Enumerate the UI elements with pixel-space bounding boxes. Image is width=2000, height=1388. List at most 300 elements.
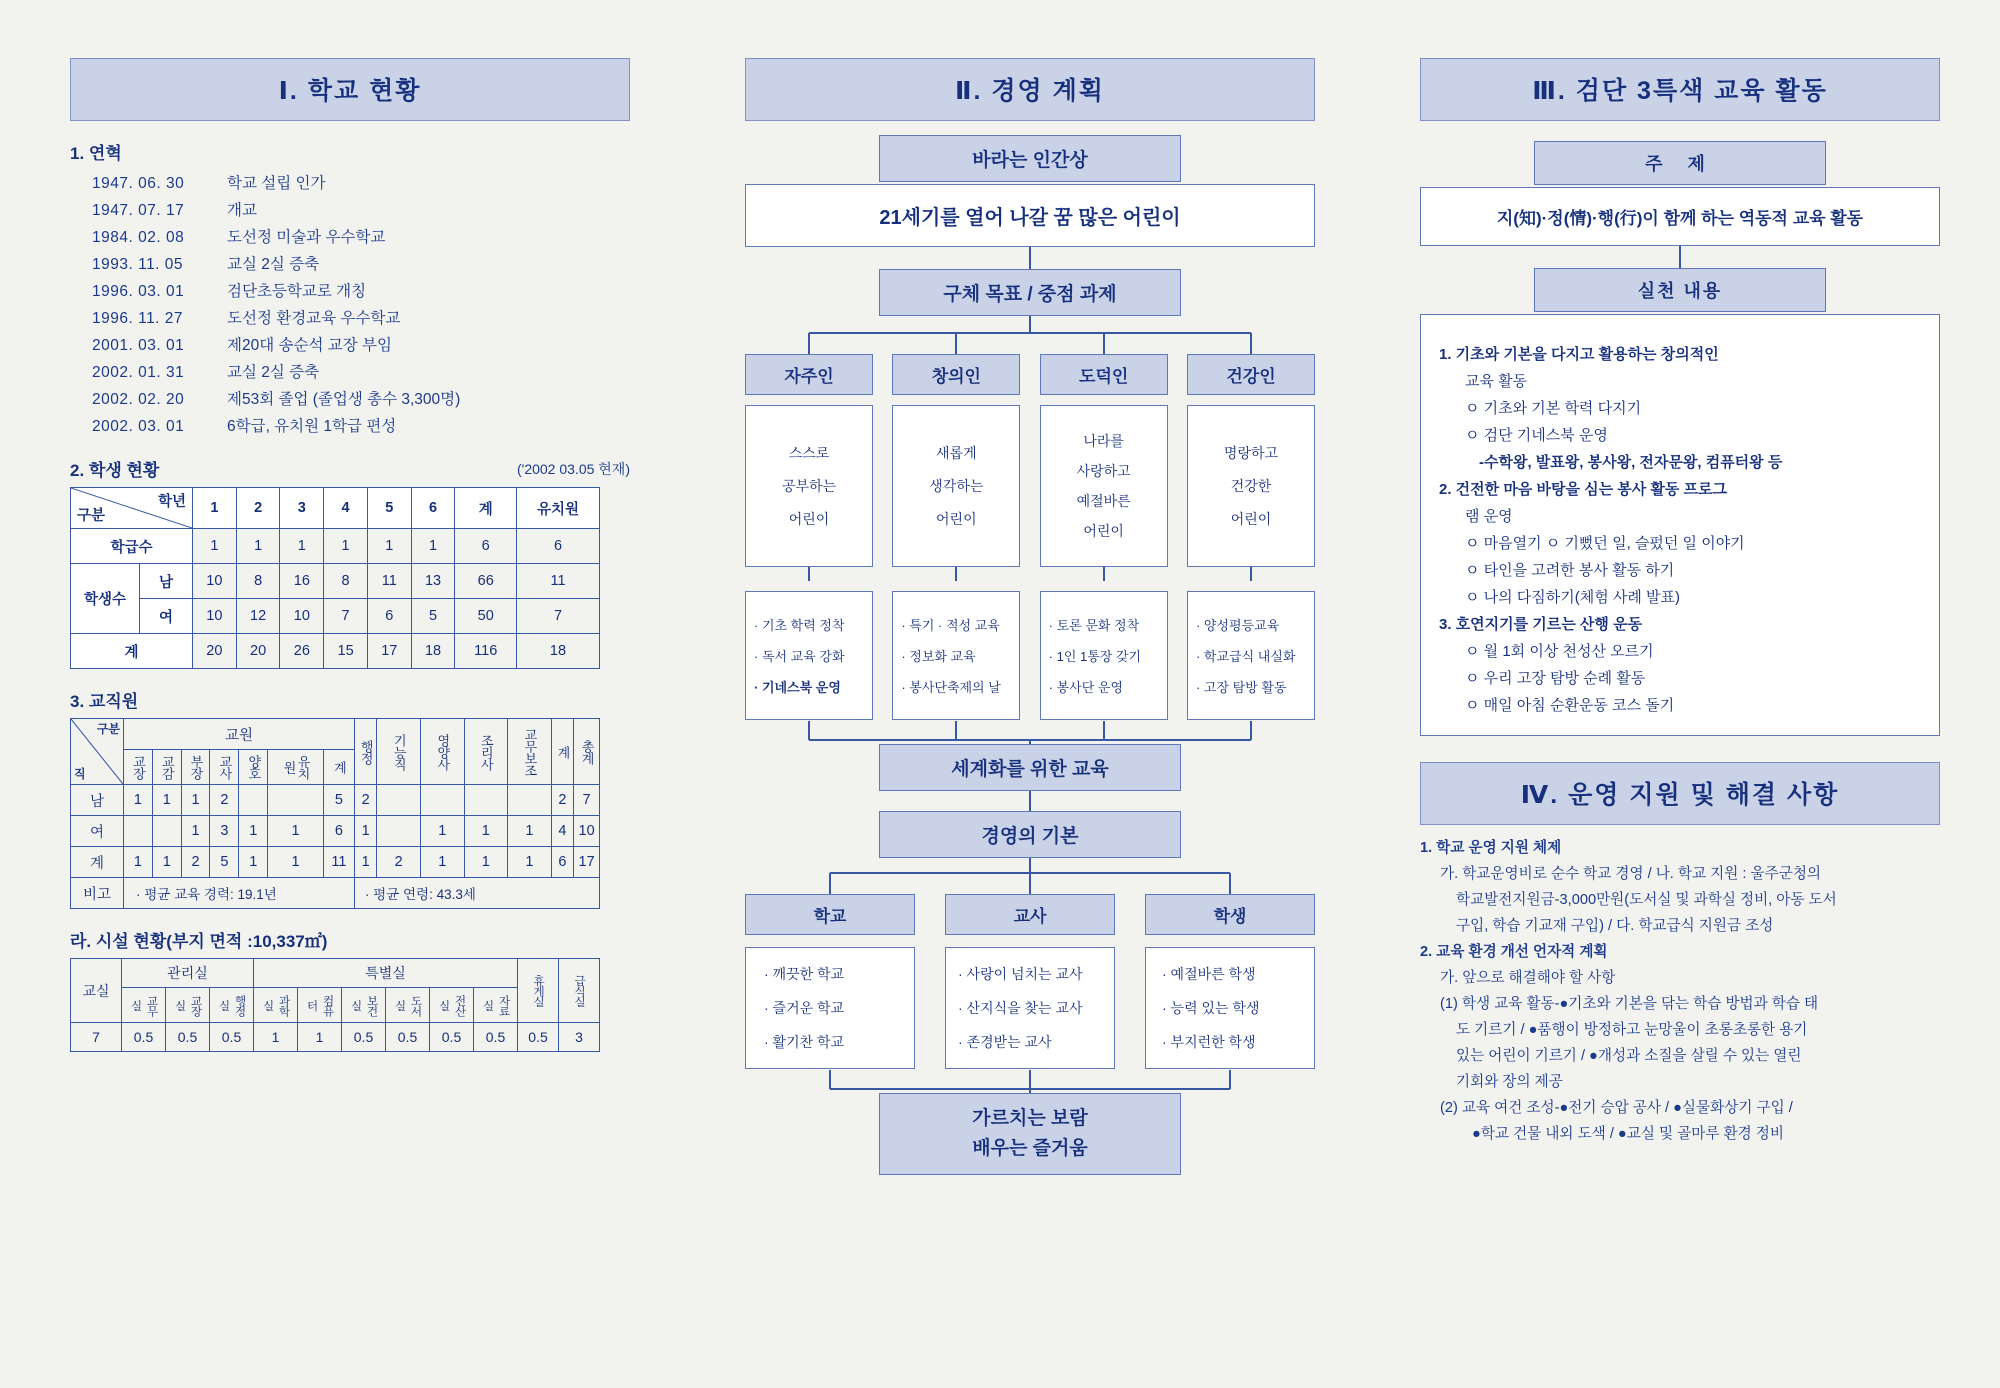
cell: 7: [574, 785, 600, 816]
fac-col-g1-1: 교장실: [166, 988, 210, 1023]
support-line: 기회와 장의 제공: [1456, 1074, 1563, 1090]
cell: 0.5: [518, 1023, 559, 1052]
student-table: [70, 487, 600, 669]
student-corner-right: 학년: [157, 494, 186, 510]
facility-heading: 라. 시설 현황(부지 면적 :10,337㎡): [70, 932, 328, 951]
history-date: 2002. 03. 01: [92, 418, 185, 435]
cell: 1: [367, 529, 411, 564]
column-management-plan: [745, 58, 1315, 1175]
pillar-desc-line: 나라를: [1083, 433, 1124, 449]
staff-corner: [71, 719, 124, 785]
cell: 0.5: [430, 1023, 474, 1052]
support-line: ●학교 건물 내외 도색 / ●교실 및 골마루 환경 정비: [1472, 1126, 1784, 1142]
history-text: 검단초등학교로 개칭: [227, 283, 367, 300]
staff-heading: 3. 교직원: [70, 692, 139, 711]
practice-item: 1. 기초와 기본을 다지고 활용하는 창의적인: [1439, 346, 1719, 363]
fac-col-g1-2: 행정실: [210, 988, 254, 1023]
pillar-desc-line: 어린이: [788, 511, 830, 527]
pillar-desc-line: 어린이: [936, 511, 977, 527]
three-item: · 깨끗한 학교: [764, 966, 845, 982]
column-special-activities: [1420, 58, 1940, 1147]
pillar-head: 창의인: [892, 354, 1020, 395]
table-row: [71, 1023, 600, 1052]
cell: 1: [254, 1023, 298, 1052]
staff-col-head: 부장: [181, 750, 210, 785]
three-item: · 존경받는 교사: [958, 1034, 1052, 1050]
cell: 1: [464, 847, 508, 878]
fac-col-g2-0: 과학실: [254, 988, 298, 1023]
history-text: 교실 2실 증축: [227, 256, 320, 273]
student-row-2-sub: 여: [140, 599, 193, 634]
history-date: 1984. 02. 08: [92, 229, 185, 246]
table-row: [71, 878, 600, 909]
support-line: 가. 학교운영비로 순수 학교 경영 / 나. 학교 지원 : 울주군청의: [1440, 866, 1822, 882]
cell: 0.5: [474, 1023, 518, 1052]
fac-col-rest: 휴게실: [518, 959, 559, 1023]
three-row: [745, 894, 1315, 1069]
cell: [152, 816, 181, 847]
fac-col-g2-3: 도서실: [386, 988, 430, 1023]
pillar-task: · 봉사단 운영: [1048, 680, 1123, 695]
cell: 20: [236, 634, 280, 669]
student-corner: [71, 488, 193, 529]
three-item: · 활기찬 학교: [764, 1034, 845, 1050]
pillar-desc-line: 명랑하고: [1223, 445, 1279, 461]
student-row-1-label: 학생수: [71, 564, 140, 634]
practice-item: ㅇ 매일 아침 순환운동 코스 돌기: [1465, 697, 1675, 714]
ideal-head: 바라는 인간상: [879, 135, 1181, 182]
three-head: 학생: [1145, 894, 1315, 935]
pillar-desc-line: 어린이: [1230, 511, 1272, 527]
cell: 66: [455, 564, 517, 599]
history-item: [92, 359, 630, 386]
cell: 1: [124, 785, 153, 816]
pillar-task: · 학교급식 내실화: [1195, 649, 1296, 664]
student-row-0-label: 학급수: [71, 529, 193, 564]
cell: 7: [71, 1023, 122, 1052]
cell: 10: [280, 599, 324, 634]
cell: 2: [210, 785, 239, 816]
history-text: 도선정 환경교육 우수학교: [227, 310, 401, 327]
student-heading: 2. 학생 현황: [70, 461, 160, 480]
history-item: [92, 278, 630, 305]
staff-corner-right: 구분: [96, 722, 120, 736]
cell: [268, 785, 324, 816]
pillar-desc-line: 새롭게: [936, 445, 977, 461]
cell: 7: [324, 599, 368, 634]
student-col-4: 5: [367, 488, 411, 529]
pillar-desc-line: 예절바른: [1076, 493, 1131, 509]
history-date: 1993. 11. 05: [92, 256, 184, 273]
cell: 1: [193, 529, 237, 564]
three-item: · 산지식을 찾는 교사: [958, 1000, 1083, 1016]
section-title-3: Ⅲ. 검단 3특색 교육 활동: [1420, 58, 1940, 121]
pillar-tasks: [745, 591, 873, 720]
staff-table: [70, 718, 600, 909]
staff-row-label: 남: [71, 785, 124, 816]
cell: 10: [574, 816, 600, 847]
student-col-1: 2: [236, 488, 280, 529]
fac-col-g2-5: 자료실: [474, 988, 518, 1023]
history-date: 2001. 03. 01: [92, 337, 185, 354]
fac-col-cafeteria: 급식실: [559, 959, 600, 1023]
staff-col-principal: 교장: [124, 750, 153, 785]
cell: 1: [508, 847, 552, 878]
pillar-0: [745, 354, 873, 720]
staff-corner-left: 직: [74, 767, 86, 781]
practice-item: ㅇ 기초와 기본 학력 다지기: [1465, 400, 1642, 417]
cell: 1: [324, 529, 368, 564]
history-text: 개교: [227, 202, 257, 219]
cell: 15: [324, 634, 368, 669]
table-row: [71, 847, 600, 878]
history-text: 제20대 송순석 교장 부임: [227, 337, 392, 354]
footer-box: [879, 1093, 1181, 1175]
staff-col-assist: 교무보조: [508, 719, 552, 785]
table-row: [71, 785, 600, 816]
branch-connector-top: [745, 332, 1315, 354]
cell: 12: [236, 599, 280, 634]
staff-col-teacher: 교사: [210, 750, 239, 785]
pillar-2: [1040, 354, 1168, 720]
staff-col-admin: 행정: [354, 719, 377, 785]
history-text: 도선정 미술과 우수학교: [227, 229, 386, 246]
cell: 13: [411, 564, 455, 599]
ideal-body: 21세기를 열어 나갈 꿈 많은 어린이: [745, 184, 1315, 247]
cell: 2: [551, 785, 574, 816]
footer-line-1: 가르치는 보람: [972, 1108, 1088, 1129]
cell: 1: [420, 847, 464, 878]
cell: 2: [377, 847, 421, 878]
cell: 1: [420, 816, 464, 847]
cell: 1: [236, 529, 280, 564]
cell: 1: [268, 816, 324, 847]
history-date: 2002. 02. 20: [92, 391, 185, 408]
cell: 17: [574, 847, 600, 878]
section-title-4: Ⅳ. 운영 지원 및 해결 사항: [1420, 762, 1940, 825]
history-date: 1947. 07. 17: [92, 202, 185, 219]
cell: 10: [193, 599, 237, 634]
practice-list: [1421, 341, 1939, 719]
cell: 11: [367, 564, 411, 599]
history-heading: 1. 연혁: [70, 144, 122, 163]
history-list: [92, 170, 630, 440]
cell: 0.5: [122, 1023, 166, 1052]
pillar-tasks: [1040, 591, 1168, 720]
student-row-3-sub: 계: [71, 634, 193, 669]
cell: 4: [551, 816, 574, 847]
practice-item: 2. 건전한 마음 바탕을 심는 봉사 활동 프로그: [1439, 481, 1728, 498]
cell: 3: [559, 1023, 600, 1052]
cell: 6: [517, 529, 600, 564]
cell: [239, 785, 268, 816]
cell: 1: [181, 785, 210, 816]
staff-row-label: 여: [71, 816, 124, 847]
history-text: 교실 2실 증축: [227, 364, 320, 381]
staff-note-label: 비고: [71, 878, 124, 909]
practice-item: 램 운영: [1465, 508, 1513, 525]
pillar-task: · 고장 탐방 활동: [1195, 680, 1287, 695]
practice-item: 교육 활동: [1465, 373, 1528, 390]
fac-col-g1-0: 교무실: [122, 988, 166, 1023]
cell: 1: [124, 847, 153, 878]
pillar-desc: [1187, 405, 1315, 567]
footer-line-2: 배우는 즐거움: [972, 1138, 1088, 1159]
staff-row-label: 계: [71, 847, 124, 878]
cell: 2: [181, 847, 210, 878]
cell: 1: [152, 847, 181, 878]
cell: 116: [455, 634, 517, 669]
student-col-6: 계: [455, 488, 517, 529]
three-col-student: [1145, 894, 1315, 1069]
cell: 1: [354, 847, 377, 878]
cell: 8: [324, 564, 368, 599]
basic-head: 경영의 기본: [879, 811, 1181, 858]
cell: 10: [193, 564, 237, 599]
support-line: 1. 학교 운영 지원 체제: [1420, 840, 1562, 856]
theme-body: 지(知)·정(情)·행(行)이 함께 하는 역동적 교육 활동: [1420, 187, 1940, 246]
cell: 1: [508, 816, 552, 847]
support-section: [1420, 835, 1940, 1147]
three-head: 교사: [945, 894, 1115, 935]
cell: 16: [280, 564, 324, 599]
three-body: [945, 947, 1115, 1069]
cell: 0.5: [386, 1023, 430, 1052]
cell: 1: [239, 816, 268, 847]
cell: 5: [323, 785, 354, 816]
pillar-head: 도덕인: [1040, 354, 1168, 395]
practice-item: -수학왕, 발표왕, 봉사왕, 전자문왕, 컴퓨터왕 등: [1479, 454, 1783, 471]
cell: 1: [280, 529, 324, 564]
fac-group-2: 특별실: [254, 959, 518, 988]
pillar-task: · 특기 · 적성 교육: [901, 618, 1000, 633]
student-col-7: 유치원: [517, 488, 600, 529]
three-body: [1145, 947, 1315, 1069]
history-date: 2002. 01. 31: [92, 364, 185, 381]
cell: 20: [193, 634, 237, 669]
history-item: [92, 224, 630, 251]
pillar-desc-line: 어린이: [1083, 523, 1124, 539]
cell: 1: [464, 816, 508, 847]
staff-col-nurse: 양호: [239, 750, 268, 785]
pillar-tasks: [892, 591, 1020, 720]
cell: 11: [517, 564, 600, 599]
pillar-task: · 토론 문화 정착: [1048, 618, 1140, 633]
cell: 5: [210, 847, 239, 878]
globalization-head: 세계화를 위한 교육: [879, 744, 1181, 791]
three-item: · 능력 있는 학생: [1162, 1000, 1260, 1016]
pillar-desc: [1040, 405, 1168, 567]
history-date: 1996. 11. 27: [92, 310, 184, 327]
cell: [420, 785, 464, 816]
staff-col-cook: 조리사: [464, 719, 508, 785]
pillar-1: [892, 354, 1020, 720]
cell: 0.5: [210, 1023, 254, 1052]
staff-col-nutrition: 영양사: [420, 719, 464, 785]
support-line: 2. 교육 환경 개선 언자적 계획: [1420, 944, 1608, 960]
student-col-0: 1: [193, 488, 237, 529]
three-item: · 즐거운 학교: [764, 1000, 845, 1016]
cell: 5: [411, 599, 455, 634]
pillar-desc: [745, 405, 873, 567]
pillar-desc-line: 공부하는: [781, 478, 837, 494]
pillar-desc-line: 생각하는: [929, 478, 984, 494]
pillar-task: · 봉사단축제의 날: [901, 680, 1001, 695]
history-item: [92, 305, 630, 332]
pillar-desc: [892, 405, 1020, 567]
three-body: [745, 947, 915, 1069]
cell: [464, 785, 508, 816]
practice-head: 실천 내용: [1534, 268, 1826, 312]
history-item: [92, 251, 630, 278]
support-line: 있는 어린이 기르기 / ●개성과 소질을 살릴 수 있는 열린: [1456, 1048, 1802, 1064]
practice-item: ㅇ 우리 고장 탐방 순례 활동: [1465, 670, 1646, 687]
pillar-head: 건강인: [1187, 354, 1315, 395]
three-item: · 예절바른 학생: [1162, 966, 1256, 982]
branch-connector-bottom: [745, 720, 1315, 744]
cell: [377, 816, 421, 847]
cell: 18: [411, 634, 455, 669]
history-item: [92, 170, 630, 197]
practice-item: 3. 호연지기를 기르는 산행 운동: [1439, 616, 1643, 633]
student-col-2: 3: [280, 488, 324, 529]
cell: 3: [210, 816, 239, 847]
support-line: 가. 앞으로 해결해야 할 사항: [1440, 970, 1616, 986]
cell: 0.5: [166, 1023, 210, 1052]
facility-table: [70, 958, 600, 1052]
three-connector-top: [745, 872, 1315, 894]
staff-col-vice: 교감: [152, 750, 181, 785]
cell: 7: [517, 599, 600, 634]
three-head: 학교: [745, 894, 915, 935]
history-date: 1996. 03. 01: [92, 283, 185, 300]
fac-col-g2-4: 전산실: [430, 988, 474, 1023]
goal-head: 구체 목표 / 중점 과제: [879, 269, 1181, 316]
three-col-school: [745, 894, 915, 1069]
column-school-status: [70, 58, 630, 1052]
history-text: 제53회 졸업 (졸업생 총수 3,300명): [227, 391, 461, 408]
cell: [124, 816, 153, 847]
history-text: 6학급, 유치원 1학급 편성: [227, 418, 397, 435]
staff-note-1: · 평균 교육 경력: 19.1년: [124, 878, 355, 909]
student-col-3: 4: [324, 488, 368, 529]
pillar-desc-line: 스스로: [788, 445, 830, 461]
pillar-task: · 기초 학력 정착: [754, 618, 845, 633]
support-line: 도 기르기 / ●품행이 방정하고 눈망울이 초롱초롱한 용기: [1456, 1022, 1808, 1038]
theme-head: 주 제: [1534, 141, 1826, 185]
cell: 1: [354, 816, 377, 847]
cell: 50: [455, 599, 517, 634]
history-text: 학교 설립 인가: [227, 175, 326, 192]
staff-col-total: 총계: [574, 719, 600, 785]
cell: 0.5: [342, 1023, 386, 1052]
section-title-2: Ⅱ. 경영 계획: [745, 58, 1315, 121]
fac-group-1: 관리실: [122, 959, 254, 988]
support-line: (2) 교육 여건 조성-●전기 승압 공사 / ●실물화상기 구입 /: [1440, 1100, 1793, 1116]
three-col-teacher: [945, 894, 1115, 1069]
cell: 18: [517, 634, 600, 669]
student-row-1-sub: 남: [140, 564, 193, 599]
practice-item: ㅇ 월 1회 이상 천성산 오르기: [1465, 643, 1654, 660]
student-corner-left: 구분: [77, 508, 106, 524]
staff-group-teacher: 교원: [124, 719, 355, 750]
staff-col-sub-total: 계: [551, 719, 574, 785]
fac-first-col: 교실: [71, 959, 122, 1023]
pillar-3: [1187, 354, 1315, 720]
pillar-task: · 양성평등교육: [1195, 618, 1280, 633]
support-line: 학교발전지원금-3,000만원(도서실 및 과학실 정비, 아동 도서: [1456, 892, 1837, 908]
flowchart: [745, 135, 1315, 1175]
three-item: · 부지런한 학생: [1162, 1034, 1256, 1050]
student-col-5: 6: [411, 488, 455, 529]
staff-col-kinder: 유치원: [268, 750, 324, 785]
section-title-1: Ⅰ. 학교 현황: [70, 58, 630, 121]
cell: 1: [298, 1023, 342, 1052]
cell: 6: [455, 529, 517, 564]
history-item: [92, 332, 630, 359]
three-item: · 사랑이 넘치는 교사: [958, 966, 1083, 982]
table-row: [71, 564, 600, 599]
table-row: [71, 634, 600, 669]
pillar-desc-line: 건강한: [1230, 478, 1272, 494]
staff-note-2: · 평균 연령: 43.3세: [354, 878, 599, 909]
fac-col-g2-1: 컴퓨터: [298, 988, 342, 1023]
student-heading-row: [70, 456, 630, 481]
pillar-task: · 독서 교육 강화: [754, 649, 845, 664]
three-connector-bottom: [745, 1069, 1315, 1093]
pillar-task: · 기네스북 운영: [754, 680, 841, 695]
table-row: [71, 529, 600, 564]
cell: 8: [236, 564, 280, 599]
pillar-desc-line: 사랑하고: [1076, 463, 1131, 479]
fac-col-g2-2: 보건실: [342, 988, 386, 1023]
practice-item: ㅇ 나의 다짐하기(체험 사례 발표): [1465, 589, 1681, 606]
staff-col-teacher-total: 계: [323, 750, 354, 785]
cell: 1: [411, 529, 455, 564]
cell: 6: [367, 599, 411, 634]
cell: 11: [323, 847, 354, 878]
practice-item: ㅇ 검단 기네스북 운영: [1465, 427, 1608, 444]
staff-col-tech: 기능직: [377, 719, 421, 785]
pillar-task: · 1인 1통장 갖기: [1048, 649, 1142, 664]
support-line: 구입, 학습 기교재 구입) / 다. 학교급식 지원금 조성: [1456, 918, 1774, 934]
cell: 17: [367, 634, 411, 669]
pillar-head: 자주인: [745, 354, 873, 395]
practice-item: ㅇ 마음열기 ㅇ 기뻤던 일, 슬펐던 일 이야기: [1465, 535, 1745, 552]
pillars-row: [745, 354, 1315, 720]
pillar-task: · 정보화 교육: [901, 649, 976, 664]
cell: 2: [354, 785, 377, 816]
cell: 1: [268, 847, 324, 878]
cell: 6: [323, 816, 354, 847]
history-item: [92, 197, 630, 224]
cell: 1: [181, 816, 210, 847]
practice-item: ㅇ 타인을 고려한 봉사 활동 하기: [1465, 562, 1675, 579]
table-row: [71, 599, 600, 634]
practice-box: [1420, 314, 1940, 736]
cell: [508, 785, 552, 816]
history-date: 1947. 06. 30: [92, 175, 185, 192]
history-item: [92, 386, 630, 413]
history-item: [92, 413, 630, 440]
pillar-tasks: [1187, 591, 1315, 720]
support-line: (1) 학생 교육 활동-●기초와 기본을 닦는 학습 방법과 학습 태: [1440, 996, 1819, 1012]
cell: 1: [152, 785, 181, 816]
cell: 6: [551, 847, 574, 878]
cell: 26: [280, 634, 324, 669]
student-note: ('2002 03.05 현재): [516, 461, 630, 477]
cell: [377, 785, 421, 816]
